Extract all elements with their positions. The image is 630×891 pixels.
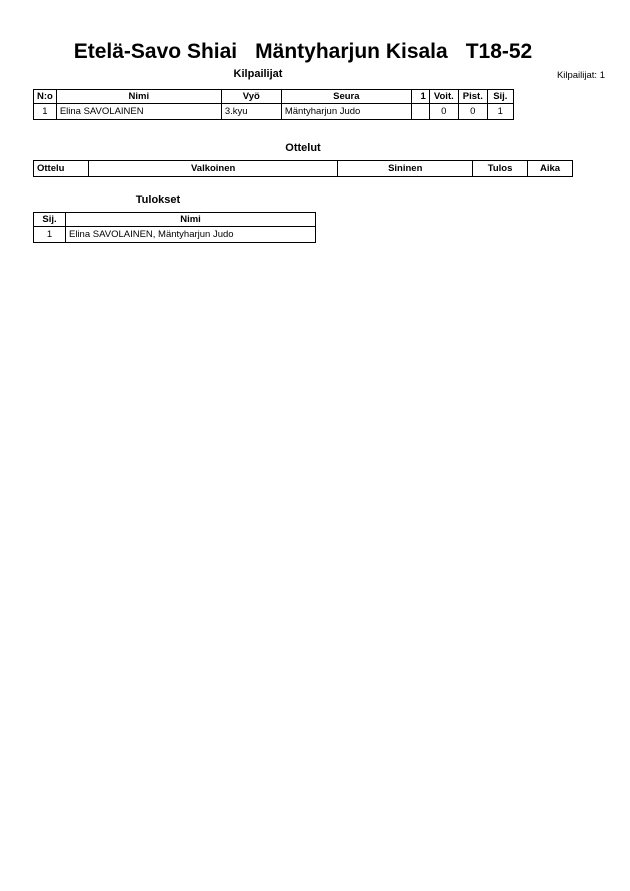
page-title — [33, 40, 573, 64]
column-header-match: Ottelu — [34, 161, 89, 177]
column-header-no: N:o — [34, 90, 57, 104]
column-header-points: Pist. — [458, 90, 487, 104]
cell-no: 1 — [34, 104, 57, 120]
table-header-row — [34, 213, 316, 227]
column-header-wins: Voit. — [429, 90, 458, 104]
title-category: T18-52 — [465, 40, 533, 63]
column-header-rank: Sij. — [487, 90, 513, 104]
section-title-results: Tulokset — [135, 194, 181, 206]
matches-table — [33, 160, 573, 177]
column-header-blue: Sininen — [338, 161, 473, 177]
cell-wins: 0 — [429, 104, 458, 120]
table-row — [34, 104, 514, 120]
column-header-time: Aika — [528, 161, 573, 177]
cell-pool — [411, 104, 429, 120]
competitors-table — [33, 89, 514, 120]
cell-result-name: Elina SAVOLAINEN, Mäntyharjun Judo — [66, 227, 316, 243]
competitor-count: Kilpailijat: 1 — [556, 70, 605, 81]
table-header-row — [34, 90, 514, 104]
table-header-row — [34, 161, 573, 177]
column-header-pool: 1 — [411, 90, 429, 104]
table-row — [34, 227, 316, 243]
column-header-result: Tulos — [473, 161, 528, 177]
cell-points: 0 — [458, 104, 487, 120]
cell-belt: 3.kyu — [221, 104, 281, 120]
cell-name: Elina SAVOLAINEN — [56, 104, 221, 120]
column-header-belt: Vyö — [221, 90, 281, 104]
cell-result-rank: 1 — [34, 227, 66, 243]
column-header-result-rank: Sij. — [34, 213, 66, 227]
column-header-name: Nimi — [56, 90, 221, 104]
section-title-matches: Ottelut — [285, 142, 321, 154]
column-header-club: Seura — [281, 90, 411, 104]
column-header-result-name: Nimi — [66, 213, 316, 227]
cell-rank: 1 — [487, 104, 513, 120]
results-table — [33, 212, 316, 243]
title-venue: Mäntyharjun Kisala — [255, 40, 448, 63]
section-title-competitors: Kilpailijat — [233, 68, 283, 80]
title-event: Etelä-Savo Shiai — [73, 40, 238, 63]
column-header-white: Valkoinen — [88, 161, 337, 177]
cell-club: Mäntyharjun Judo — [281, 104, 411, 120]
